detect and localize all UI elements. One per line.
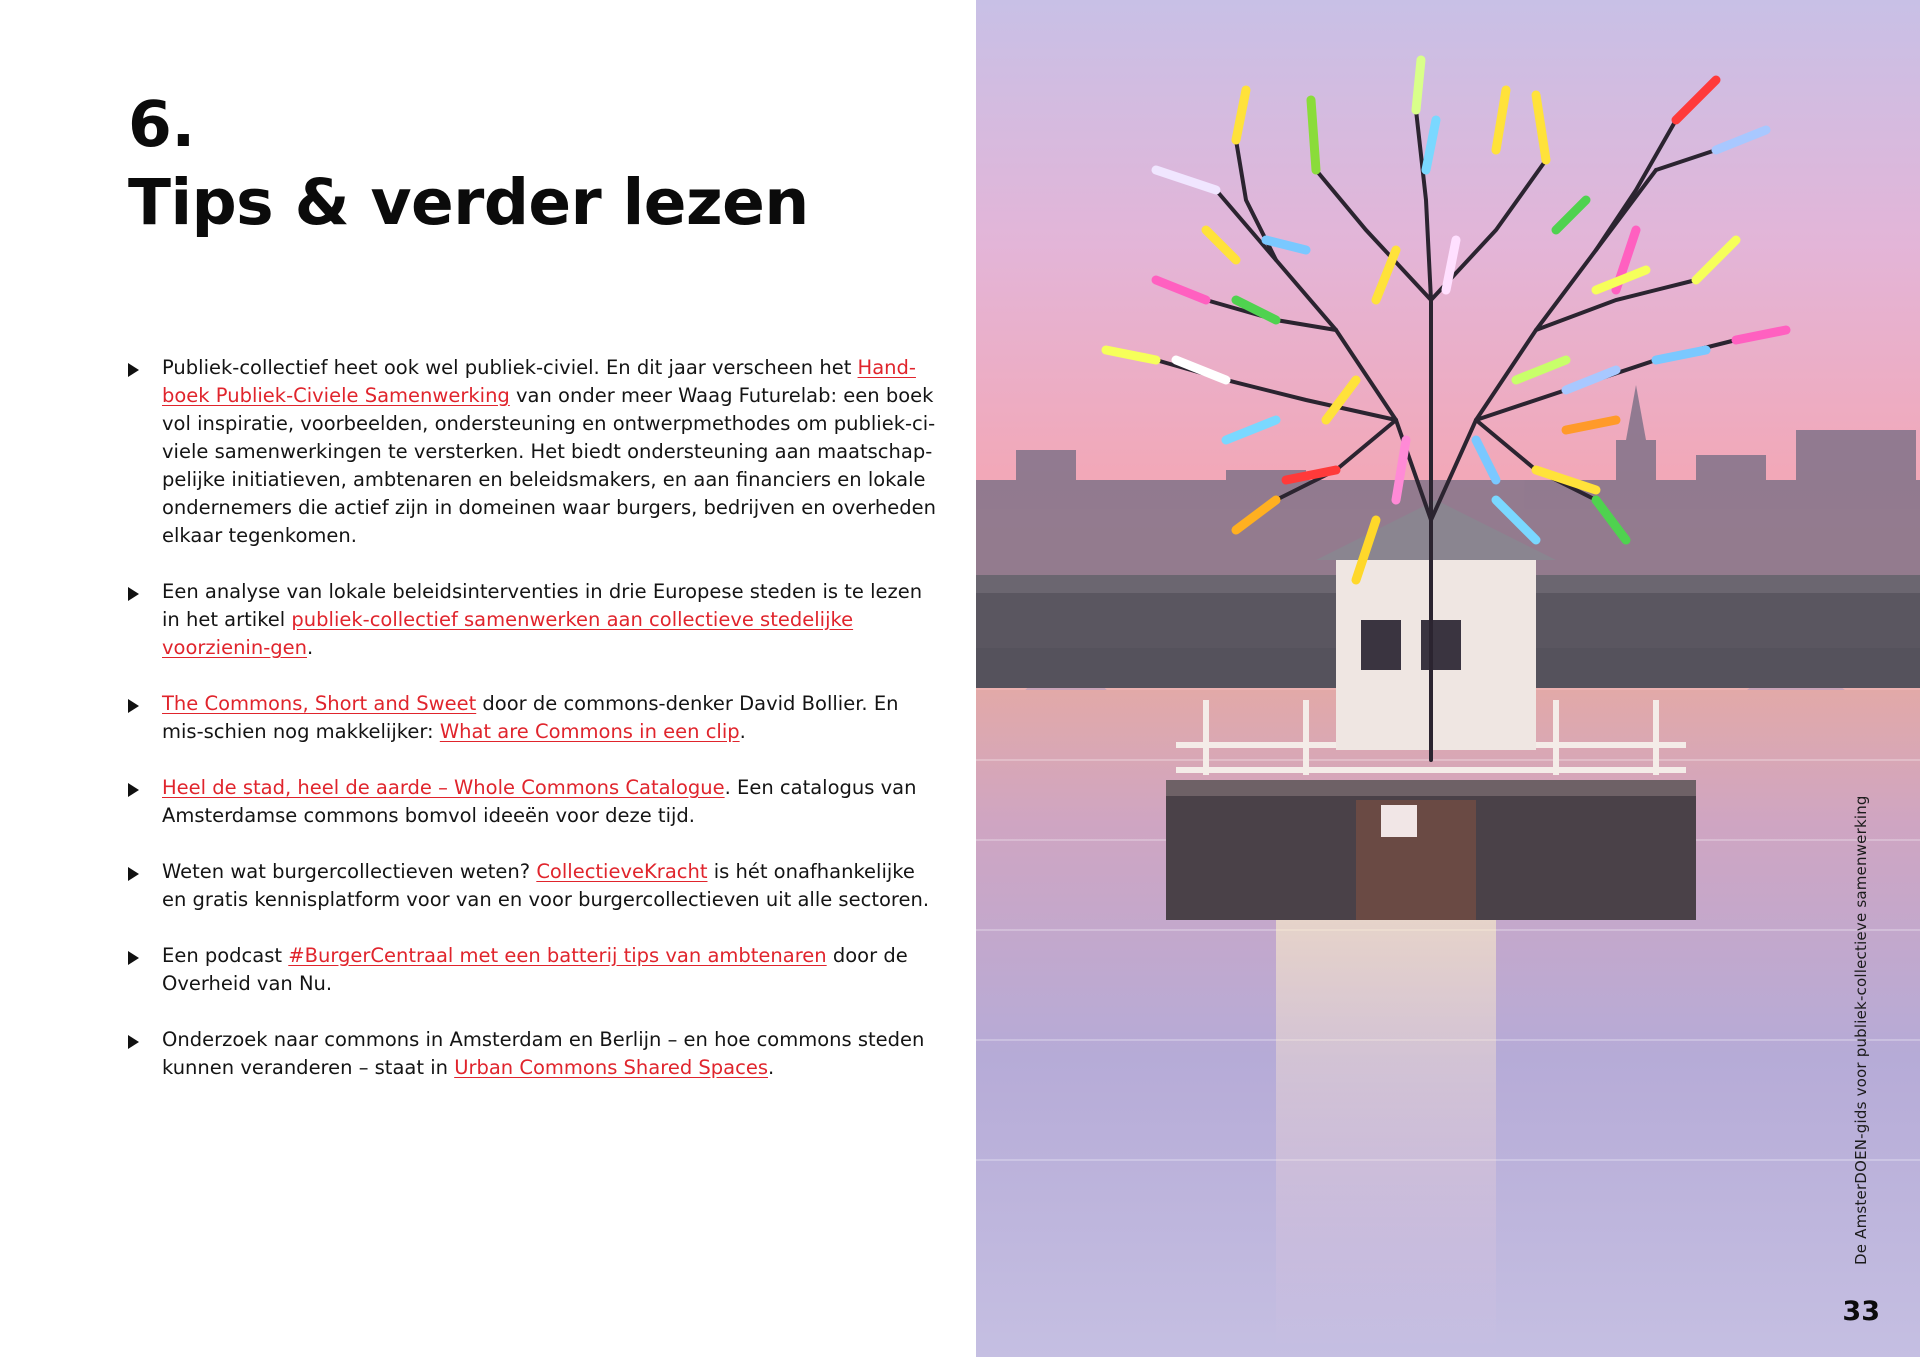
tip-link[interactable]: Hand-boek Publiek-Civiele Samenwerking xyxy=(162,356,916,407)
tip-text: . Een catalogus van Amsterdamse commons bomvol ideeën voor deze tijd. xyxy=(162,776,917,827)
tip-text: Een analyse van lokale beleidsinterventies in drie Europese steden is te lezen in het artikel xyxy=(162,580,923,631)
tip-link[interactable]: The Commons, Short and Sweet xyxy=(162,692,477,715)
cover-photo xyxy=(976,0,1920,1357)
tip-text: door de Overheid van Nu. xyxy=(162,944,908,995)
page-number: 33 xyxy=(1842,1296,1880,1327)
tip-link[interactable]: What are Commons in een clip xyxy=(439,720,740,743)
tip-text: van onder meer Waag Futurelab: een boek vol inspiratie, voorbeelden, ondersteuning en ontwerpmethodes om publiek-ci-viele samenwerkingen te versterken. Het biedt ondersteuning aan maatschap-pelijke initiatieven, ambtenaren en beleidsmakers, en aan financiers en lokale ondernemers die actief zijn in domeinen waar burgers, bedrijven en overheden elkaar tegenkomen. xyxy=(162,384,936,547)
triangle-bullet-icon xyxy=(128,699,139,713)
triangle-bullet-icon xyxy=(128,1035,139,1049)
tip-text: door de commons-denker David Bollier. En mis-schien nog makkelijker: xyxy=(162,692,899,743)
tip-item xyxy=(128,1026,943,1082)
tip-item xyxy=(128,690,943,746)
chapter-heading xyxy=(128,86,948,242)
tip-text: Publiek-collectief heet ook wel publiek-civiel. En dit jaar verscheen het xyxy=(162,356,858,379)
tip-text: Een podcast xyxy=(162,944,289,967)
tip-item xyxy=(128,578,943,662)
triangle-bullet-icon xyxy=(128,363,139,377)
triangle-bullet-icon xyxy=(128,587,139,601)
tip-item xyxy=(128,774,943,830)
light-tree-bridge-photo xyxy=(976,0,1920,1357)
chapter-title: Tips & verder lezen xyxy=(128,166,809,239)
triangle-bullet-icon xyxy=(128,783,139,797)
tip-link[interactable]: publiek-collectief samenwerken aan collectieve stedelijke voorzienin-gen xyxy=(162,608,854,659)
tip-text: . xyxy=(739,720,746,743)
tip-text: Onderzoek naar commons in Amsterdam en Berlijn – en hoe commons steden kunnen veranderen – staat in xyxy=(162,1028,925,1079)
tip-text: . xyxy=(306,636,314,659)
tip-text: is hét onafhankelijke en gratis kennisplatform voor van en voor burgercollectieven uit alle sectoren. xyxy=(162,860,930,911)
tip-item xyxy=(128,942,943,998)
tip-item xyxy=(128,858,943,914)
tip-link[interactable]: CollectieveKracht xyxy=(536,860,708,883)
tip-link[interactable]: Urban Commons Shared Spaces xyxy=(454,1056,768,1079)
triangle-bullet-icon xyxy=(128,867,139,881)
tip-item xyxy=(128,354,943,550)
tip-text: . xyxy=(767,1056,775,1079)
tip-text: Weten wat burgercollectieven weten? xyxy=(162,860,537,883)
tip-link[interactable]: Heel de stad, heel de aarde – Whole Commons Catalogue xyxy=(162,776,725,799)
tip-link[interactable]: #BurgerCentraal met een batterij tips van ambtenaren xyxy=(288,944,827,967)
tips-list xyxy=(128,354,943,1110)
chapter-number: 6. xyxy=(128,88,195,161)
triangle-bullet-icon xyxy=(128,951,139,965)
side-caption: De AmsterDOEN-gids voor publiek-collectieve samenwerking xyxy=(1852,795,1870,1265)
